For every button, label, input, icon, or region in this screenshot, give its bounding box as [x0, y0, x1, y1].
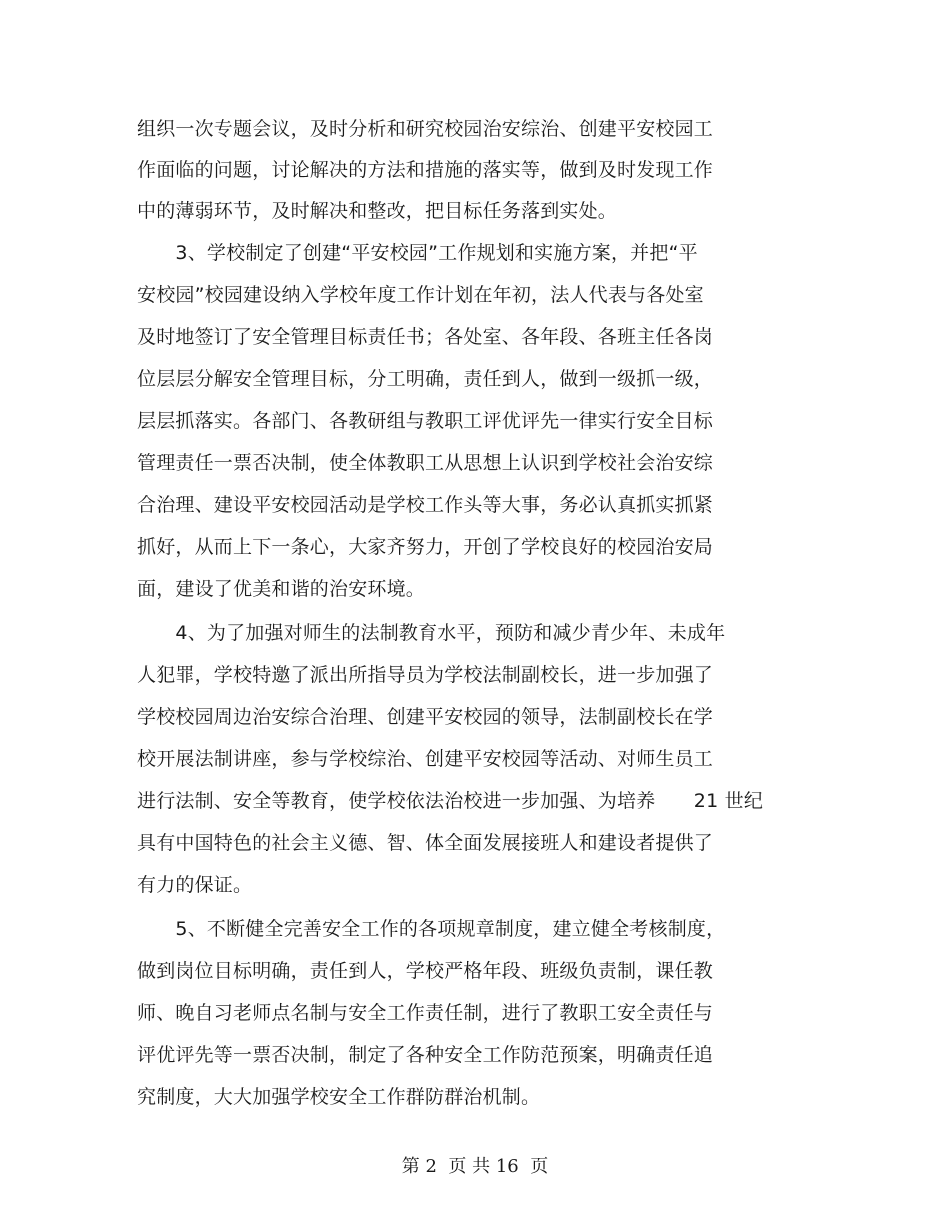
text-line: 进行法制、安全等教育，使学校依法治校进一步加强、为培养 21 世纪 — [137, 790, 764, 812]
text-line: 抓好，从而上下一条心，大家齐努力，开创了学校良好的校园治安局 — [137, 536, 714, 558]
page-footer: 第 2 页 共 16 页 — [401, 1156, 549, 1177]
text-line: 4、为了加强对师生的法制教育水平，预防和减少青少年、未成年 — [137, 622, 726, 644]
text-line: 安校园”校园建设纳入学校年度工作计划在年初，法人代表与各处室 — [137, 284, 704, 306]
text-line: 及时地签订了安全管理目标责任书；各处室、各年段、各班主任各岗 — [137, 326, 714, 348]
text-line: 究制度，大大加强学校安全工作群防群治机制。 — [137, 1086, 541, 1108]
text-line: 有力的保证。 — [137, 874, 253, 896]
text-line: 组织一次专题会议，及时分析和研究校园治安综治、创建平安校园工 — [137, 118, 714, 140]
text-line: 具有中国特色的社会主义德、智、体全面发展接班人和建设者提供了 — [137, 832, 714, 854]
text-line: 做到岗位目标明确，责任到人，学校严格年段、班级负责制，课任教 — [137, 960, 714, 982]
text-line: 人犯罪，学校特邀了派出所指导员为学校法制副校长，进一步加强了 — [137, 664, 714, 686]
text-line: 学校校园周边治安综合治理、创建平安校园的领导，法制副校长在学 — [137, 706, 714, 728]
text-line: 面，建设了优美和谐的治安环境。 — [137, 578, 426, 600]
text-line: 合治理、建设平安校园活动是学校工作头等大事，务必认真抓实抓紧 — [137, 494, 714, 516]
text-line: 作面临的问题，讨论解决的方法和措施的落实等，做到及时发现工作 — [137, 159, 714, 181]
text-line: 校开展法制讲座，参与学校综治、创建平安校园等活动、对师生员工 — [137, 748, 714, 770]
text-line: 层层抓落实。各部门、各教研组与教职工评优评先一律实行安全目标 — [137, 410, 714, 432]
text-line: 5、不断健全完善安全工作的各项规章制度，建立健全考核制度， — [137, 918, 726, 940]
text-line: 管理责任一票否决制，使全体教职工从思想上认识到学校社会治安综 — [137, 452, 714, 474]
text-line: 中的薄弱环节，及时解决和整改，把目标任务落到实处。 — [137, 200, 618, 222]
text-line: 位层层分解安全管理目标，分工明确，责任到人，做到一级抓一级， — [137, 368, 714, 390]
text-line: 师、晚自习老师点名制与安全工作责任制，进行了教职工安全责任与 — [137, 1002, 714, 1024]
text-line: 评优评先等一票否决制，制定了各种安全工作防范预案，明确责任追 — [137, 1044, 714, 1066]
text-line: 3、学校制定了创建“平安校园”工作规划和实施方案，并把“平 — [137, 242, 698, 264]
